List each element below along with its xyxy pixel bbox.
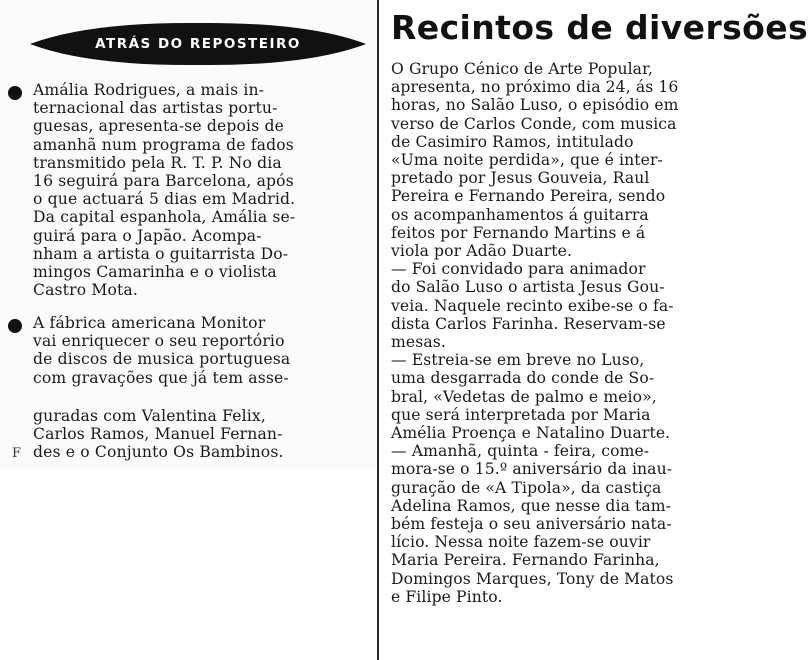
text-line: de discos de musica portuguesa	[33, 350, 291, 369]
column-divider	[377, 0, 379, 660]
text-line: Adelina Ramos, que nesse dia tam-	[391, 496, 672, 515]
text-line: ternacional das artistas portu-	[33, 99, 278, 118]
bullet-icon	[8, 319, 22, 333]
text-line: Amália Rodrigues, a mais in-	[33, 81, 265, 99]
text-line: Amélia Proença e Natalino Duarte.	[391, 424, 671, 443]
stray-mark: F	[12, 446, 22, 461]
text-line: vai enriquecer o seu reportório	[33, 332, 285, 351]
text-line: os acompanhamentos á guitarra	[391, 205, 649, 224]
text-line: bral, «Vedetas de palmo e meio»,	[391, 387, 657, 406]
text-line: Castro Mota.	[33, 281, 138, 300]
section-banner	[28, 20, 368, 68]
text-line: dista Carlos Farinha. Reservam-se	[391, 314, 666, 333]
text-line: horas, no Salão Luso, o episódio em	[391, 96, 679, 115]
text-line: des e o Conjunto Os Bambinos.	[33, 443, 284, 462]
text-line: mingos Camarinha e o violista	[33, 263, 277, 282]
text-line: O Grupo Cénico de Arte Popular,	[391, 60, 653, 78]
text-line: que será interpretada por Maria	[391, 405, 651, 424]
text-line: apresenta, no próximo dia 24, ás 16	[391, 78, 679, 97]
text-line: bém festeja o seu aniversário nata-	[391, 515, 672, 534]
bullet-icon	[8, 86, 22, 100]
text-line: de Casimiro Ramos, intitulado	[391, 132, 634, 151]
news-item-monitor	[33, 314, 367, 387]
text-line: Da capital espanhola, Amália se-	[33, 208, 296, 227]
text-line: — Foi convidado para animador	[391, 260, 646, 279]
news-item-monitor-continued	[33, 407, 367, 462]
text-line: com gravações que já tem asse-	[33, 368, 289, 387]
text-line: amanhã num programa de fados	[33, 135, 294, 154]
text-line: Carlos Ramos, Manuel Fernan-	[33, 425, 283, 444]
text-line: mora-se o 15.º aniversário da inau-	[391, 460, 673, 479]
article-body	[391, 60, 763, 606]
text-line: verso de Carlos Conde, com musica	[391, 114, 677, 133]
text-line: o que actuará 5 dias em Madrid.	[33, 190, 296, 209]
headline: Recintos de diversões	[391, 8, 808, 47]
text-line: Maria Pereira. Fernando Farinha,	[391, 551, 660, 570]
text-line: guesas, apresenta-se depois de	[33, 117, 284, 136]
news-item-amalia	[33, 81, 367, 299]
text-line: A fábrica americana Monitor	[33, 314, 266, 332]
text-line: Domingos Marques, Tony de Matos	[391, 569, 674, 588]
text-line: Pereira e Fernando Pereira, sendo	[391, 187, 666, 206]
text-line: 16 seguirá para Barcelona, após	[33, 172, 294, 191]
text-line: e Filipe Pinto.	[391, 587, 503, 606]
text-line: mesas.	[391, 333, 446, 352]
text-line: — Estreia-se em breve no Luso,	[391, 351, 645, 370]
text-line: uma desgarrada do conde de So-	[391, 369, 655, 388]
text-line: guirá para o Japão. Acompa-	[33, 226, 262, 245]
text-line: nham a artista o guitarrista Do-	[33, 244, 289, 263]
text-line: «Uma noite perdida», que é inter-	[391, 151, 663, 170]
text-line: pretado por Jesus Gouveia, Raul	[391, 169, 650, 188]
text-line: viola por Adão Duarte.	[391, 242, 573, 261]
text-line: transmitido pela R. T. P. No dia	[33, 153, 282, 172]
text-line: — Amanhã, quinta - feira, come-	[391, 442, 650, 461]
text-line: guração de «A Tipola», da castiça	[391, 478, 662, 497]
banner-title: ATRÁS DO REPOSTEIRO	[95, 36, 301, 52]
text-line: lício. Nessa noite fazem-se ouvir	[391, 533, 651, 552]
text-line: veia. Naquele recinto exibe-se o fa-	[391, 296, 674, 315]
text-line: do Salão Luso o artista Jesus Gou-	[391, 278, 665, 297]
text-line: feitos por Fernando Martins e á	[391, 223, 646, 242]
text-line: guradas com Valentina Felix,	[33, 407, 266, 425]
